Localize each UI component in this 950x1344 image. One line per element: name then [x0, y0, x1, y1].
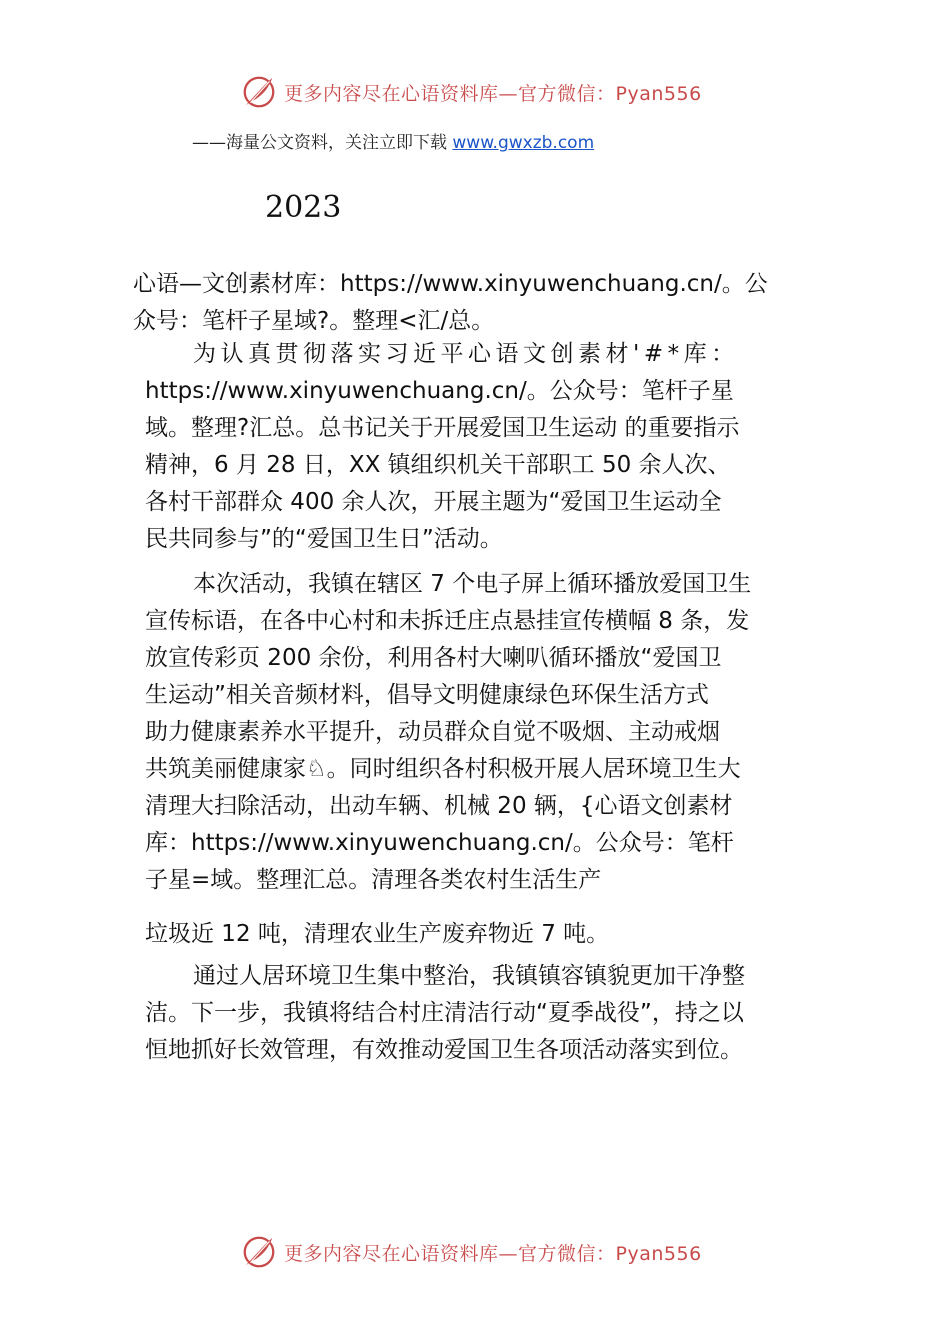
- download-link[interactable]: www.gwxzb.com: [452, 133, 595, 153]
- text-line: 民共同参与”的“爱国卫生日”活动。: [145, 526, 503, 552]
- header-banner-text: [284, 79, 702, 106]
- header-banner-code: Pyan556: [615, 82, 702, 105]
- text-line: https://www.xinyuwenchuang.cn/。公众号：笔杆子星: [145, 378, 734, 404]
- text-line: 通过人居环境卫生集中整治，我镇镇容镇貌更加干净整: [193, 963, 745, 989]
- text-line: 垃圾近 12 吨，清理农业生产废弃物近 7 吨。: [145, 921, 610, 947]
- paragraph-2: [145, 566, 751, 899]
- footer-banner-text: [284, 1239, 702, 1266]
- text-line: 子星=域。整理汇总。清理各类农村生活生产: [145, 867, 602, 893]
- text-line: 恒地抓好长效管理，有效推动爱国卫生各项活动落实到位。: [145, 1037, 743, 1063]
- footer-banner-code: Pyan556: [615, 1242, 702, 1265]
- text-line: 共筑美丽健康家♘。同时组织各村积极开展人居环境卫生大: [145, 756, 741, 782]
- subline-text: ——海量公文资料，关注立即下载: [192, 133, 453, 153]
- header-banner-label: 更多内容尽在心语资料库—官方微信：: [284, 82, 616, 105]
- text-line: 心语—文创素材库：https://www.xinyuwenchuang.cn/。公: [133, 271, 768, 297]
- paragraph-4: [145, 958, 745, 1069]
- quill-logo-icon: [240, 73, 278, 111]
- text-line: 各村干部群众 400 余人次，开展主题为“爱国卫生运动全: [145, 489, 722, 515]
- text-line: 本次活动，我镇在辖区 7 个电子屏上循环播放爱国卫生: [193, 571, 752, 597]
- text-line: 为认真贯彻落实习近平心语文创素材'#*库：: [193, 341, 739, 367]
- text-line: 清理大扫除活动，出动车辆、机械 20 辆，{心语文创素材: [145, 793, 733, 819]
- footer-banner-label: 更多内容尽在心语资料库—官方微信：: [284, 1242, 616, 1265]
- quill-logo-icon: [240, 1233, 278, 1271]
- text-line: 域。整理?汇总。总书记关于开展爱国卫生运动 的重要指示: [145, 415, 740, 441]
- paragraph-1: [145, 336, 740, 558]
- text-line: 放宣传彩页 200 余份，利用各村大喇叭循环播放“爱国卫: [145, 645, 722, 671]
- text-line: 精神，6 月 28 日，XX 镇组织机关干部职工 50 余人次、: [145, 452, 731, 478]
- download-subline: [192, 128, 594, 153]
- footer-banner: [240, 1232, 702, 1272]
- text-line: 助力健康素养水平提升，动员群众自觉不吸烟、主动戒烟: [145, 719, 720, 745]
- text-line: 众号：笔杆子星域?。整理<汇/总。: [133, 308, 495, 334]
- document-year: 2023: [265, 190, 342, 225]
- text-line: 洁。下一步，我镇将结合村庄清洁行动“夏季战役”，持之以: [145, 1000, 744, 1026]
- text-line: 库：https://www.xinyuwenchuang.cn/。公众号：笔杆: [145, 830, 734, 856]
- paragraph-intro: [133, 266, 768, 340]
- text-line: 生运动”相关音频材料，倡导文明健康绿色环保生活方式: [145, 682, 709, 708]
- header-banner: [240, 72, 702, 112]
- paragraph-3: [145, 916, 609, 953]
- text-line: 宣传标语，在各中心村和未拆迁庄点悬挂宣传横幅 8 条，发: [145, 608, 750, 634]
